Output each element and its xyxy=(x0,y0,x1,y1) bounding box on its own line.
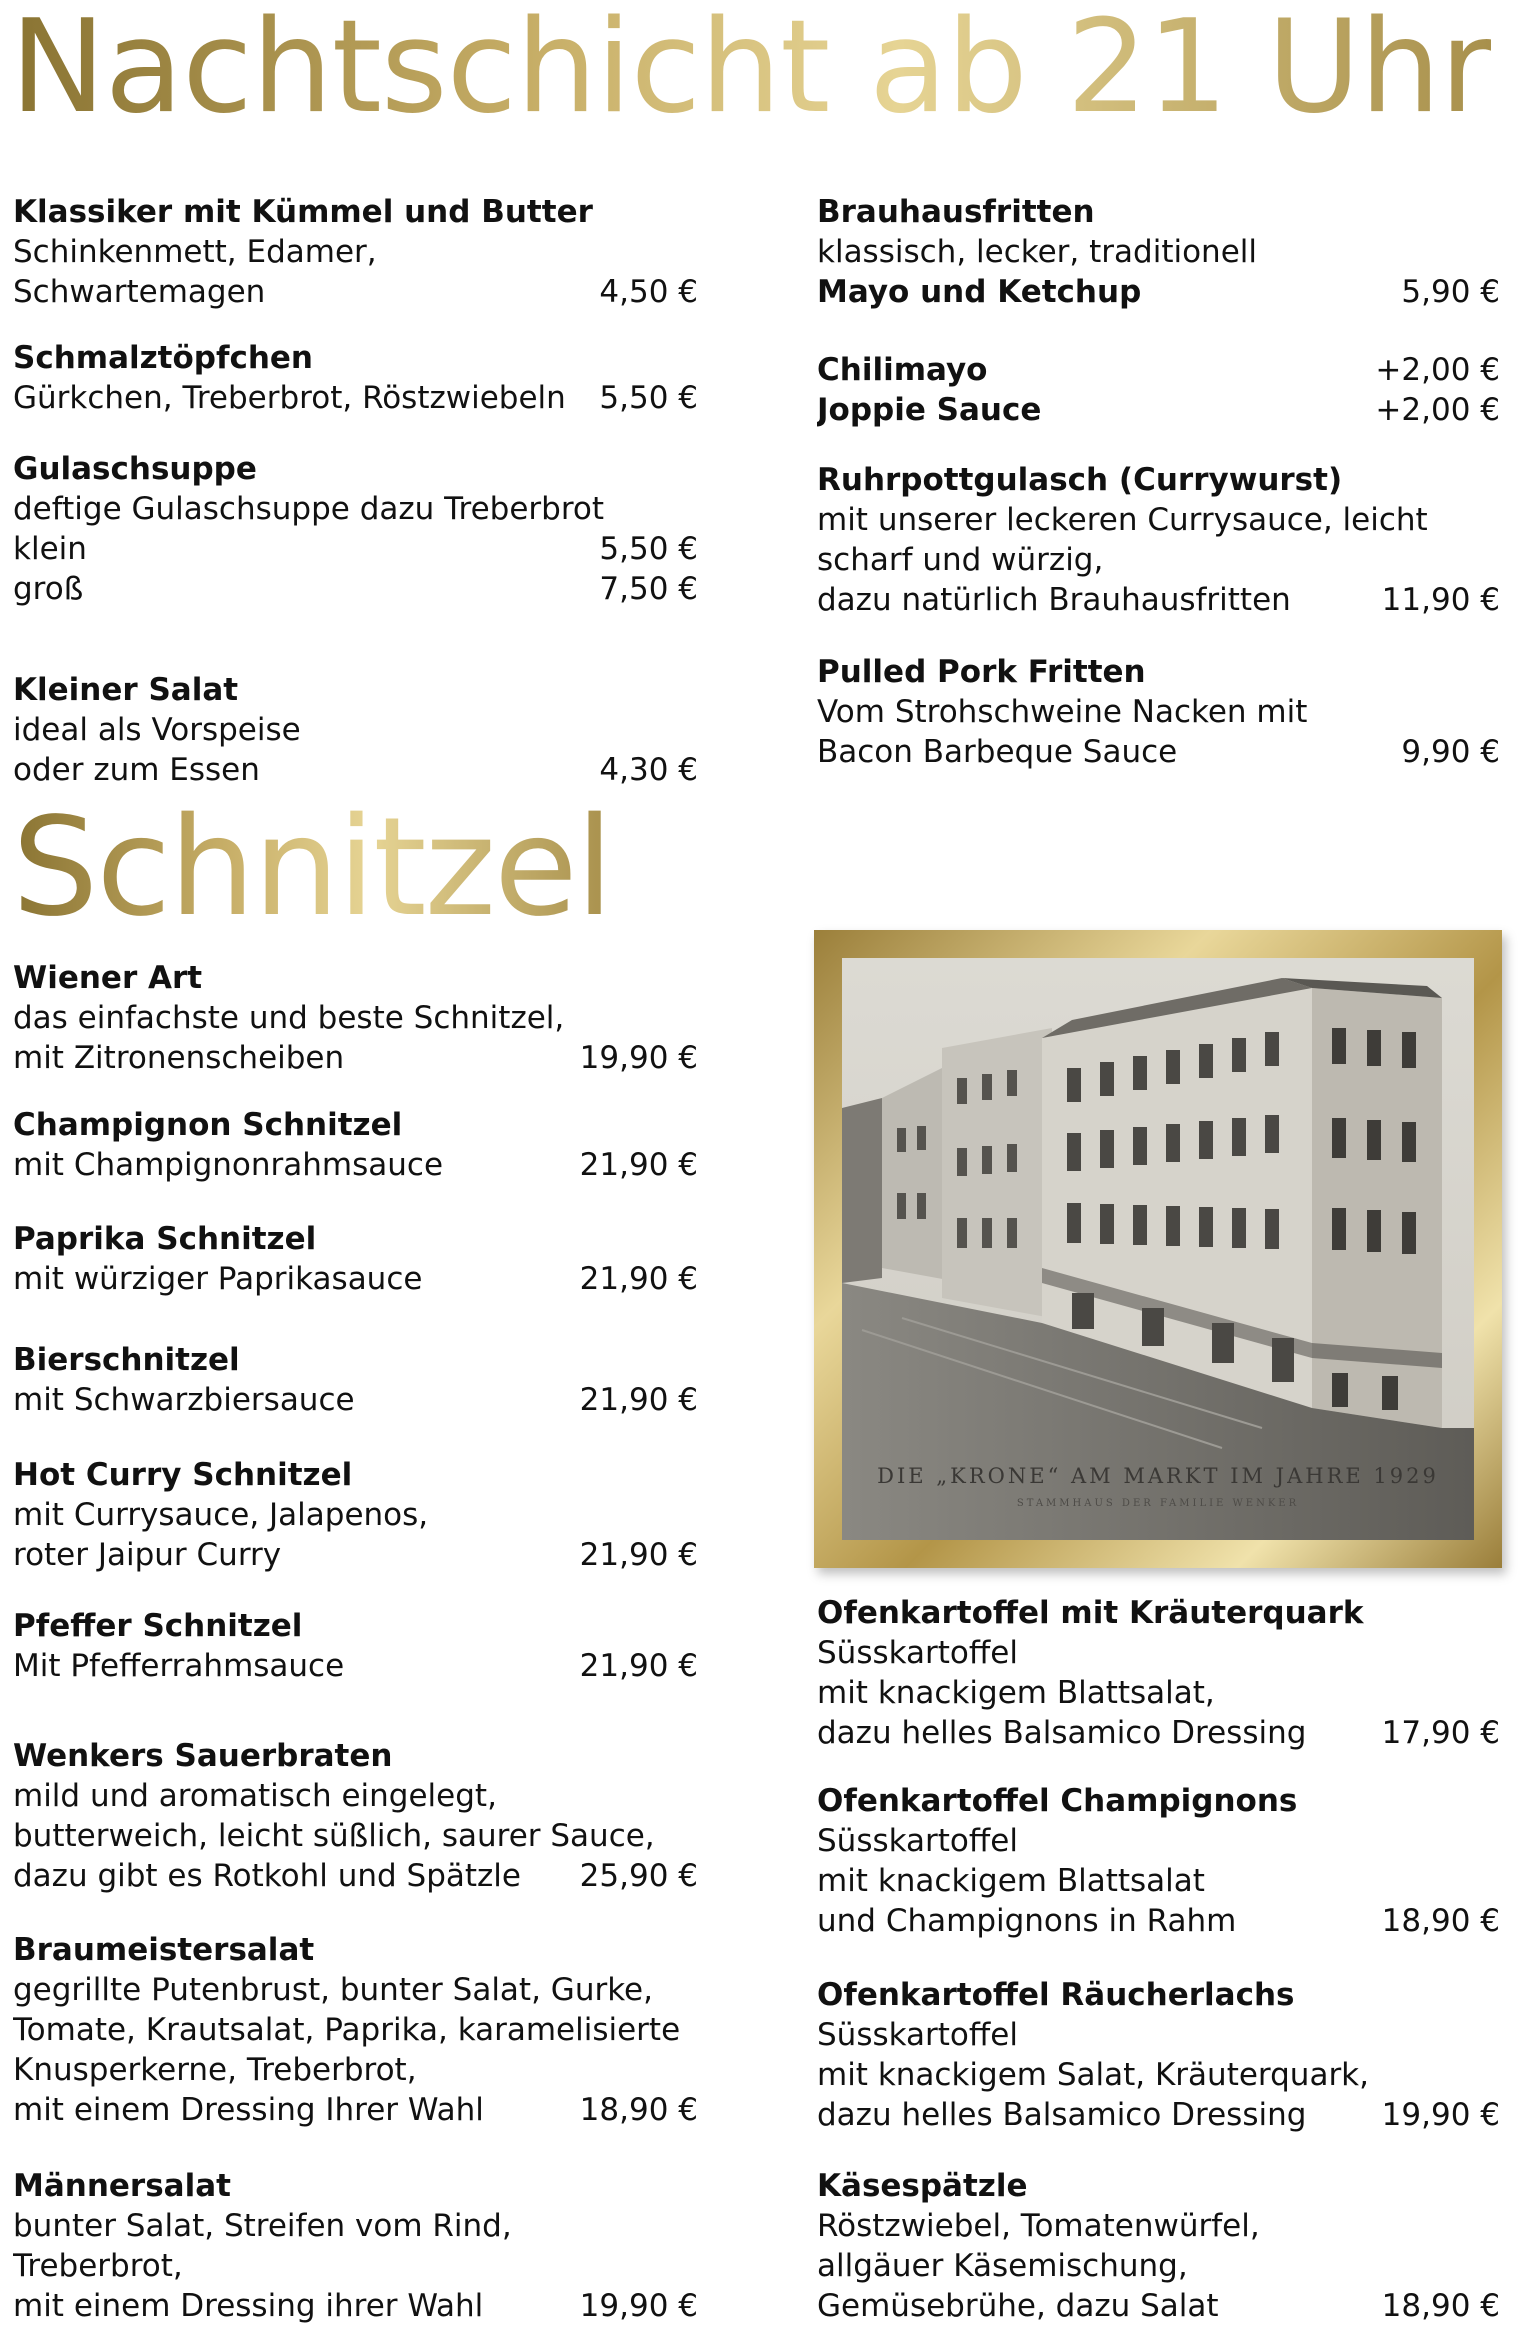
menu-item-line xyxy=(13,2206,698,2246)
menu-item-line xyxy=(13,1646,698,1686)
menu-item-line xyxy=(13,2246,698,2286)
menu-item-name: Klassiker mit Kümmel und Butter xyxy=(13,194,593,230)
historic-photo xyxy=(842,958,1474,1540)
menu-item xyxy=(13,1105,698,1185)
menu-item-name: Wenkers Sauerbraten xyxy=(13,1738,393,1774)
menu-item-price: 11,90 € xyxy=(1381,582,1500,618)
menu-item-line xyxy=(13,1816,698,1856)
menu-item-name: Ofenkartoffel mit Kräuterquark xyxy=(817,1595,1364,1631)
menu-item-description: deftige Gulaschsuppe dazu Treberbrot xyxy=(13,491,605,527)
menu-item-name: Champignon Schnitzel xyxy=(13,1107,403,1143)
menu-item-name: Braumeistersalat xyxy=(13,1932,315,1968)
menu-item-line xyxy=(13,272,698,312)
menu-item-line xyxy=(13,2010,698,2050)
menu-item-line xyxy=(13,2286,698,2326)
menu-item-description: groß xyxy=(13,571,84,607)
menu-item-line xyxy=(13,1776,698,1816)
menu-item xyxy=(817,460,1500,620)
menu-item-name: Paprika Schnitzel xyxy=(13,1221,317,1257)
menu-item-price: +2,00 € xyxy=(1375,392,1500,428)
menu-item-description: Tomate, Krautsalat, Paprika, karamelisierte xyxy=(13,2012,681,2048)
menu-item-description: Süsskartoffel xyxy=(817,2017,1018,2053)
menu-item-line xyxy=(13,569,698,609)
menu-item-description: Chilimayo xyxy=(817,352,988,388)
menu-item-name: Brauhausfritten xyxy=(817,194,1095,230)
menu-item-description: Gemüsebrühe, dazu Salat xyxy=(817,2288,1219,2324)
menu-item-description: Gürkchen, Treberbrot, Röstzwiebeln xyxy=(13,380,566,416)
menu-item-line xyxy=(13,1970,698,2010)
menu-item-description: Treberbrot, xyxy=(13,2248,183,2284)
menu-item xyxy=(13,2166,698,2326)
menu-item-line xyxy=(13,1535,698,1575)
menu-item-price: 4,50 € xyxy=(599,274,698,310)
menu-item-price: 4,30 € xyxy=(599,752,698,788)
menu-item xyxy=(13,958,698,1078)
menu-item-description: ideal als Vorspeise xyxy=(13,712,301,748)
menu-item-name: Pulled Pork Fritten xyxy=(817,654,1146,690)
menu-item-price: 5,90 € xyxy=(1401,274,1500,310)
menu-item xyxy=(817,1781,1500,1941)
menu-item-line xyxy=(13,232,698,272)
menu-item-line xyxy=(817,1713,1500,1753)
menu-item-description: Süsskartoffel xyxy=(817,1635,1018,1671)
menu-item xyxy=(13,670,698,790)
menu-item-name: Käsespätzle xyxy=(817,2168,1028,2204)
menu-item-name: Ruhrpottgulasch (Currywurst) xyxy=(817,462,1343,498)
menu-item-price: 18,90 € xyxy=(579,2092,698,2128)
menu-item-line xyxy=(13,489,698,529)
menu-item xyxy=(817,350,1500,430)
menu-item-line xyxy=(817,2246,1500,2286)
menu-item-line xyxy=(13,998,698,1038)
menu-item-line xyxy=(817,500,1500,540)
menu-item-description: scharf und würzig, xyxy=(817,542,1104,578)
menu-item-description: allgäuer Käsemischung, xyxy=(817,2248,1188,2284)
menu-item-line xyxy=(817,732,1500,772)
menu-item-description: mit Zitronenscheiben xyxy=(13,1040,345,1076)
menu-item-line xyxy=(817,272,1500,312)
menu-item-description: mit einem Dressing ihrer Wahl xyxy=(13,2288,484,2324)
menu-item-description: butterweich, leicht süßlich, saurer Sauce, xyxy=(13,1818,655,1854)
menu-item-description: gegrillte Putenbrust, bunter Salat, Gurke, xyxy=(13,1972,653,2008)
menu-item-description: Joppie Sauce xyxy=(817,392,1042,428)
menu-item-description: mild und aromatisch eingelegt, xyxy=(13,1778,497,1814)
menu-item-price: 18,90 € xyxy=(1381,1903,1500,1939)
menu-item-price: 21,90 € xyxy=(579,1261,698,1297)
menu-item-description: Mayo und Ketchup xyxy=(817,274,1142,310)
menu-item-description: Knusperkerne, Treberbrot, xyxy=(13,2052,417,2088)
menu-item-description: mit Schwarzbiersauce xyxy=(13,1382,355,1418)
menu-item-price: 5,50 € xyxy=(599,380,698,416)
menu-item xyxy=(817,652,1500,772)
menu-item-line xyxy=(13,710,698,750)
menu-item-line xyxy=(13,1145,698,1185)
menu-item xyxy=(13,338,698,418)
menu-item-price: 17,90 € xyxy=(1381,1715,1500,1751)
menu-item-line xyxy=(817,2055,1500,2095)
menu-item-line xyxy=(817,390,1500,430)
menu-item-description: mit einem Dressing Ihrer Wahl xyxy=(13,2092,484,2128)
menu-item-description: mit Currysauce, Jalapenos, xyxy=(13,1497,429,1533)
menu-item-description: mit würziger Paprikasauce xyxy=(13,1261,423,1297)
menu-item-line xyxy=(13,1495,698,1535)
menu-item-line xyxy=(13,2050,698,2090)
menu-item-name: Gulaschsuppe xyxy=(13,451,257,487)
menu-item-description: klassisch, lecker, traditionell xyxy=(817,234,1257,270)
menu-item-name: Wiener Art xyxy=(13,960,203,996)
menu-item-line xyxy=(13,1856,698,1896)
menu-item-line xyxy=(817,1901,1500,1941)
section-title-schnitzel: Schnitzel xyxy=(12,789,612,947)
menu-item-description: Röstzwiebel, Tomatenwürfel, xyxy=(817,2208,1260,2244)
menu-item-price: +2,00 € xyxy=(1375,352,1500,388)
menu-item-line xyxy=(817,2206,1500,2246)
menu-item-description: mit knackigem Blattsalat xyxy=(817,1863,1205,1899)
menu-item-description: roter Jaipur Curry xyxy=(13,1537,282,1573)
menu-item-line xyxy=(13,378,698,418)
menu-item-line xyxy=(817,232,1500,272)
menu-item-line xyxy=(817,1673,1500,1713)
menu-item-description: mit unserer leckeren Currysauce, leicht xyxy=(817,502,1428,538)
menu-item-name: Kleiner Salat xyxy=(13,672,239,708)
menu-item xyxy=(13,1340,698,1420)
menu-item-description: mit knackigem Salat, Kräuterquark, xyxy=(817,2057,1369,2093)
menu-item-price: 21,90 € xyxy=(579,1382,698,1418)
menu-item-description: dazu helles Balsamico Dressing xyxy=(817,2097,1307,2133)
menu-item-description: dazu natürlich Brauhausfritten xyxy=(817,582,1291,618)
menu-item-price: 21,90 € xyxy=(579,1648,698,1684)
menu-item-description: dazu helles Balsamico Dressing xyxy=(817,1715,1307,1751)
menu-item-description: mit knackigem Blattsalat, xyxy=(817,1675,1215,1711)
menu-item-line xyxy=(13,1038,698,1078)
menu-item xyxy=(817,1975,1500,2135)
menu-item-description: bunter Salat, Streifen vom Rind, xyxy=(13,2208,512,2244)
menu-item-price: 5,50 € xyxy=(599,531,698,567)
menu-item-line xyxy=(13,1380,698,1420)
menu-item-line xyxy=(13,750,698,790)
menu-item-name: Ofenkartoffel Räucherlachs xyxy=(817,1977,1295,2013)
menu-item-line xyxy=(817,692,1500,732)
historic-photo-frame xyxy=(814,930,1502,1568)
menu-item-name: Bierschnitzel xyxy=(13,1342,240,1378)
menu-item-name: Schmalztöpfchen xyxy=(13,340,313,376)
menu-item-price: 21,90 € xyxy=(579,1537,698,1573)
menu-item-name: Männersalat xyxy=(13,2168,231,2204)
photo-subcaption: STAMMHAUS DER FAMILIE WENKER xyxy=(1016,1498,1300,1509)
menu-item-description: Süsskartoffel xyxy=(817,1823,1018,1859)
menu-item-description: das einfachste und beste Schnitzel, xyxy=(13,1000,565,1036)
menu-item xyxy=(13,1219,698,1299)
menu-item-line xyxy=(13,2090,698,2130)
menu-item-description: Bacon Barbeque Sauce xyxy=(817,734,1178,770)
menu-item xyxy=(13,192,698,312)
menu-item-description: Schinkenmett, Edamer, xyxy=(13,234,377,270)
menu-item xyxy=(13,1930,698,2130)
menu-item-price: 18,90 € xyxy=(1381,2288,1500,2324)
menu-item-description: Vom Strohschweine Nacken mit xyxy=(817,694,1308,730)
menu-item-description: oder zum Essen xyxy=(13,752,260,788)
menu-item-description: und Champignons in Rahm xyxy=(817,1903,1237,1939)
menu-item-line xyxy=(13,529,698,569)
menu-item-description: Schwartemagen xyxy=(13,274,266,310)
photo-caption: DIE „KRONE“ AM MARKT IM JAHRE 1929 xyxy=(877,1464,1439,1488)
menu-item-price: 25,90 € xyxy=(579,1858,698,1894)
menu-item-line xyxy=(817,580,1500,620)
menu-item-line xyxy=(817,2095,1500,2135)
menu-item xyxy=(817,1593,1500,1753)
menu-item-price: 19,90 € xyxy=(579,1040,698,1076)
menu-item-line xyxy=(817,1821,1500,1861)
menu-item-description: mit Champignonrahmsauce xyxy=(13,1147,444,1183)
menu-item-name: Hot Curry Schnitzel xyxy=(13,1457,353,1493)
menu-item-name: Ofenkartoffel Champignons xyxy=(817,1783,1298,1819)
menu-item-description: Mit Pfefferrahmsauce xyxy=(13,1648,345,1684)
menu-item-line xyxy=(817,540,1500,580)
menu-item-price: 21,90 € xyxy=(579,1147,698,1183)
menu-item-line xyxy=(817,2015,1500,2055)
menu-item xyxy=(13,1606,698,1686)
menu-item-line xyxy=(13,1259,698,1299)
menu-item-name: Pfeffer Schnitzel xyxy=(13,1608,303,1644)
menu-item-description: dazu gibt es Rotkohl und Spätzle xyxy=(13,1858,521,1894)
menu-item-line xyxy=(817,1633,1500,1673)
menu-item xyxy=(817,192,1500,312)
menu-item-price: 9,90 € xyxy=(1401,734,1500,770)
menu-item-line xyxy=(817,1861,1500,1901)
menu-item-line xyxy=(817,2286,1500,2326)
menu-item xyxy=(13,449,698,609)
menu-item-price: 19,90 € xyxy=(579,2288,698,2324)
menu-item-line xyxy=(817,350,1500,390)
menu-item-description: klein xyxy=(13,531,87,567)
menu-item xyxy=(13,1736,698,1896)
menu-item xyxy=(817,2166,1500,2326)
menu-item-price: 7,50 € xyxy=(599,571,698,607)
section-title-nachtschicht: Nachtschicht ab 21 Uhr xyxy=(10,0,1492,142)
menu-item xyxy=(13,1455,698,1575)
menu-item-price: 19,90 € xyxy=(1381,2097,1500,2133)
